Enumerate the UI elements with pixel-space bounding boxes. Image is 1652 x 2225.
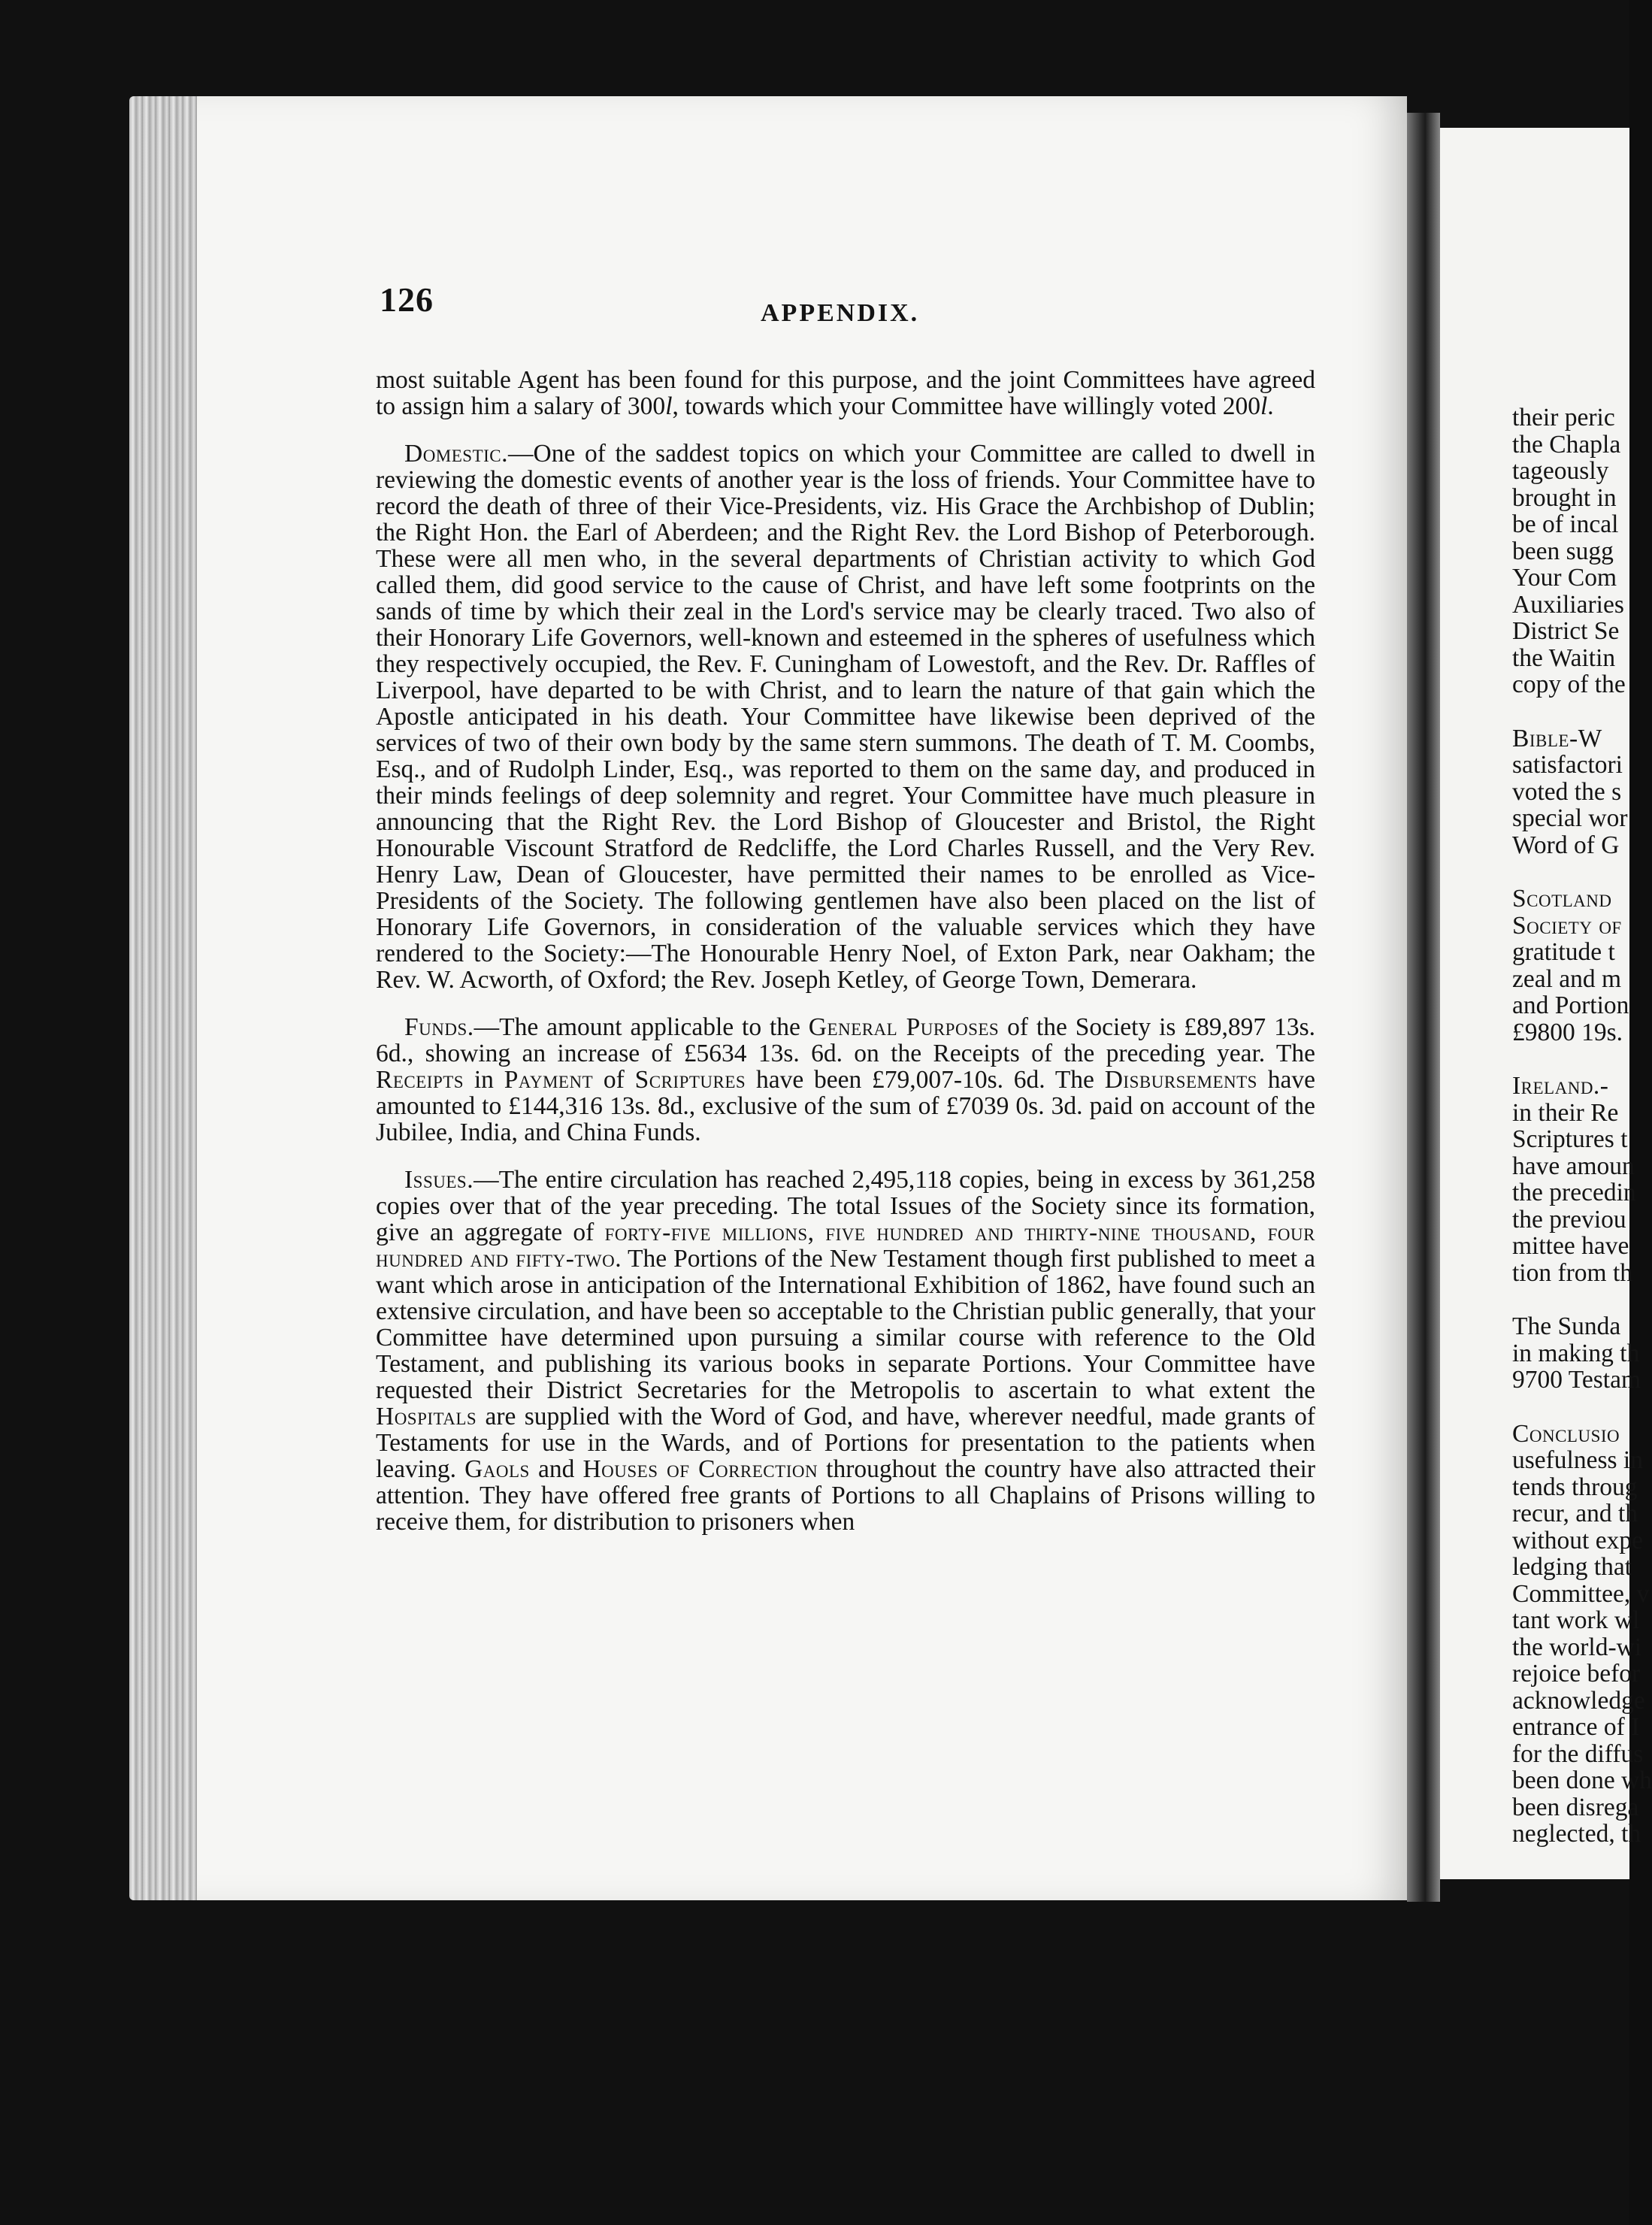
right-page-line: neglected, th (1512, 1820, 1641, 1848)
paragraph-funds (376, 1014, 1315, 1146)
right-page-line: their peric (1512, 404, 1615, 431)
running-head: APPENDIX. (761, 299, 920, 327)
right-page-line: without expe (1512, 1526, 1643, 1554)
right-page-line: rejoice befor (1512, 1660, 1641, 1688)
text-run: of the Society is £89,897 13s. 6d., showing an increase of £5634 13s. 6d. on the Receipts of the preceding year. The (376, 1013, 1315, 1067)
text-run: have amounted to £144,316 13s. 8d., exclusive of the sum of £7039 0s. 3d. paid on account of the Jubilee, India, and China Funds. (376, 1066, 1315, 1146)
fragment-gap (1512, 698, 1632, 725)
right-page-line: Scriptures t (1512, 1125, 1628, 1153)
fragment-gap (1512, 1286, 1632, 1313)
right-page-line: in making th (1512, 1339, 1640, 1367)
text-run: Hospitals (376, 1403, 477, 1430)
right-page-line: Bible-W (1512, 724, 1602, 752)
right-page-text-fragments (1512, 404, 1652, 1848)
right-page-line: been disrega (1512, 1793, 1639, 1821)
text-run: most suitable Agent has been found for this purpose, and the joint Committees have agreed to assign him a salary of 300 (376, 366, 1315, 420)
paragraph-intro (376, 367, 1315, 419)
right-page-line: usefulness in (1512, 1446, 1643, 1474)
right-page-line: tends throug (1512, 1473, 1638, 1501)
body-text (376, 367, 1315, 1556)
text-run: in (464, 1066, 504, 1094)
right-page-partial (1440, 128, 1652, 1879)
right-page-line: and Portion (1512, 991, 1629, 1019)
right-page-line: brought in (1512, 483, 1617, 512)
text-run: Disbursements (1104, 1066, 1257, 1094)
right-page-line: entrance of I (1512, 1713, 1640, 1741)
right-page-line: Conclusio (1512, 1419, 1620, 1448)
right-page-line: tageously (1512, 457, 1609, 485)
right-page-line: special wor (1512, 804, 1628, 832)
text-run: throughout the country have also attracted their attention. They have offered free grants of Portions to all Chaplains of Prisons willing to receive them, for distribution to prisoners when (376, 1455, 1315, 1536)
right-page-line: The Sunda (1512, 1312, 1621, 1340)
right-page-line: be of incal (1512, 510, 1619, 538)
right-page-line: acknowledge (1512, 1686, 1645, 1715)
right-page-line: Society of (1512, 911, 1622, 940)
right-page-line: Auxiliaries (1512, 590, 1624, 619)
right-page-line: the Waitin (1512, 643, 1616, 672)
right-page-line: the Chapla (1512, 430, 1621, 459)
right-page-line: £9800 19s. (1512, 1018, 1623, 1046)
text-run: Issues. (404, 1166, 474, 1194)
text-run: l (665, 392, 673, 420)
right-page-line: tion from th (1512, 1258, 1633, 1287)
right-page-line: voted the s (1512, 777, 1622, 806)
fragment-gap (1512, 858, 1632, 885)
fragment-gap (1512, 1046, 1632, 1073)
right-page-line: gratitude t (1512, 938, 1615, 966)
right-page-line: for the diffus (1512, 1739, 1644, 1768)
text-run: have been £79,007-10s. 6d. The (746, 1066, 1105, 1094)
text-run: , towards which your Committee have willingly voted 200 (672, 392, 1260, 420)
text-run: and (529, 1455, 583, 1483)
text-run: Domestic. (404, 440, 509, 468)
text-run: Payment (504, 1066, 594, 1094)
right-page-line: been done wh (1512, 1766, 1652, 1794)
right-page-line: District Se (1512, 617, 1620, 645)
text-run: —The amount applicable to the (474, 1013, 809, 1041)
text-run: Funds. (404, 1013, 474, 1041)
paragraph-issues (376, 1167, 1315, 1535)
right-page-line: recur, and th (1512, 1500, 1638, 1527)
right-page-line: mittee have (1512, 1232, 1629, 1260)
right-page-line: Ireland.- (1512, 1072, 1609, 1100)
right-page-line: ledging that (1512, 1553, 1632, 1581)
right-page-line: tant work wl (1512, 1606, 1640, 1634)
right-page-line: Committee, v (1512, 1579, 1650, 1608)
fragment-gap (1512, 1394, 1632, 1421)
text-run: l (1260, 392, 1268, 420)
right-page-line: the precedin (1512, 1179, 1636, 1206)
right-page-line: the world-wi (1512, 1633, 1642, 1661)
right-page-line: Your Com (1512, 564, 1617, 592)
text-run: are supplied with the Word of God, and have, wherever needful, made grants of Testaments for use in the Wards, and of Portions for presentation to the patients when leaving. (376, 1403, 1315, 1483)
text-run: General Purposes (808, 1013, 1000, 1041)
text-run: forty-five millions, five hundred and thirty-nine thousand, four hundred and fifty-two (376, 1218, 1315, 1273)
text-run: —The entire circulation has reached 2,495,118 copies, being in excess by 361,258 copies over that of the year preceding. The total Issues of the Society since its formation, give an aggregate of (376, 1166, 1315, 1246)
right-page-line: in their Re (1512, 1098, 1619, 1127)
right-page-line: copy of the (1512, 671, 1626, 698)
text-run: Houses of Correction (582, 1455, 818, 1483)
right-page-line: been sugg (1512, 537, 1614, 565)
right-page-line: satisfactori (1512, 751, 1623, 779)
text-run: . The Portions of the New Testament though first published to meet a want which arose in anticipation of the International Exhibition of 1862, have found such an extensive circulation, and have been so acceptable to the Christian public generally, that your Committee have determined upon pursuing a similar course with reference to the Old Testament, and publishing its various books in separate Portions. Your Committee have requested their District Secretaries for the Metropolis to ascertain to what extent the (376, 1245, 1315, 1404)
text-run: Gaols (464, 1455, 530, 1483)
right-page-line: 9700 Testam (1512, 1366, 1641, 1394)
text-run: of (593, 1066, 635, 1094)
text-run: —One of the saddest topics on which your Committee are called to dwell in reviewing the domestic events of another year is the loss of friends. Your Committee have to record the death of three of their Vice-Presidents, viz. His Grace the Archbishop of Dublin; the Right Hon. the Earl of Aberdeen; and the Right Rev. the Lord Bishop of Peterborough. These were all men who, in the several departments of Christian activity to which God called them, did good service to the cause of Christ, and have left some footprints on the sands of time by which their zeal in the Lord's service may be clearly traced. Two also of their Honorary Life Governors, well-known and esteemed in the spheres of usefulness which they respectively occupied, the Rev. F. Cuningham of Lowestoft, and the Rev. Dr. Raffles of Liverpool, have departed to be with Christ, and to learn the nature of that gain which the Apostle anticipated in his death. Your Committee have likewise been deprived of the services of two of their own body by the same stern summons. The death of T. M. Coombs, Esq., and of Rudolph Linder, Esq., was reported to them on the same day, and produced in their minds feelings of deep solemnity and regret. Your Committee have much pleasure in announcing that the Right Rev. the Lord Bishop of Gloucester and Bristol, the Right Honourable Viscount Stratford de Redcliffe, the Lord Charles Russell, and the Very Rev. Henry Law, Dean of Gloucester, have permitted their names to be enrolled as Vice-Presidents of the Society. The following gentlemen have also been placed on the list of Honorary Life Governors, in consideration of the valuable services which they have rendered to the Society:—The Honourable Henry Noel, of Exton Park, near Oakham; the Rev. W. Acworth, of Oxford; the Rev. Joseph Ketley, of George Town, Demerara. (376, 440, 1315, 994)
text-run: Scriptures (634, 1066, 746, 1094)
paragraph-domestic (376, 440, 1315, 993)
text-run: Receipts (376, 1066, 464, 1094)
right-page-line: Scotland (1512, 885, 1612, 913)
right-page-line: have amoun (1512, 1152, 1635, 1180)
text-run: . (1267, 392, 1274, 420)
page-number: 126 (380, 280, 434, 319)
book-gutter (1407, 113, 1440, 1902)
right-page-line: the previou (1512, 1205, 1626, 1234)
right-page-line: Word of G (1512, 831, 1620, 859)
right-page-line: zeal and m (1512, 964, 1622, 993)
